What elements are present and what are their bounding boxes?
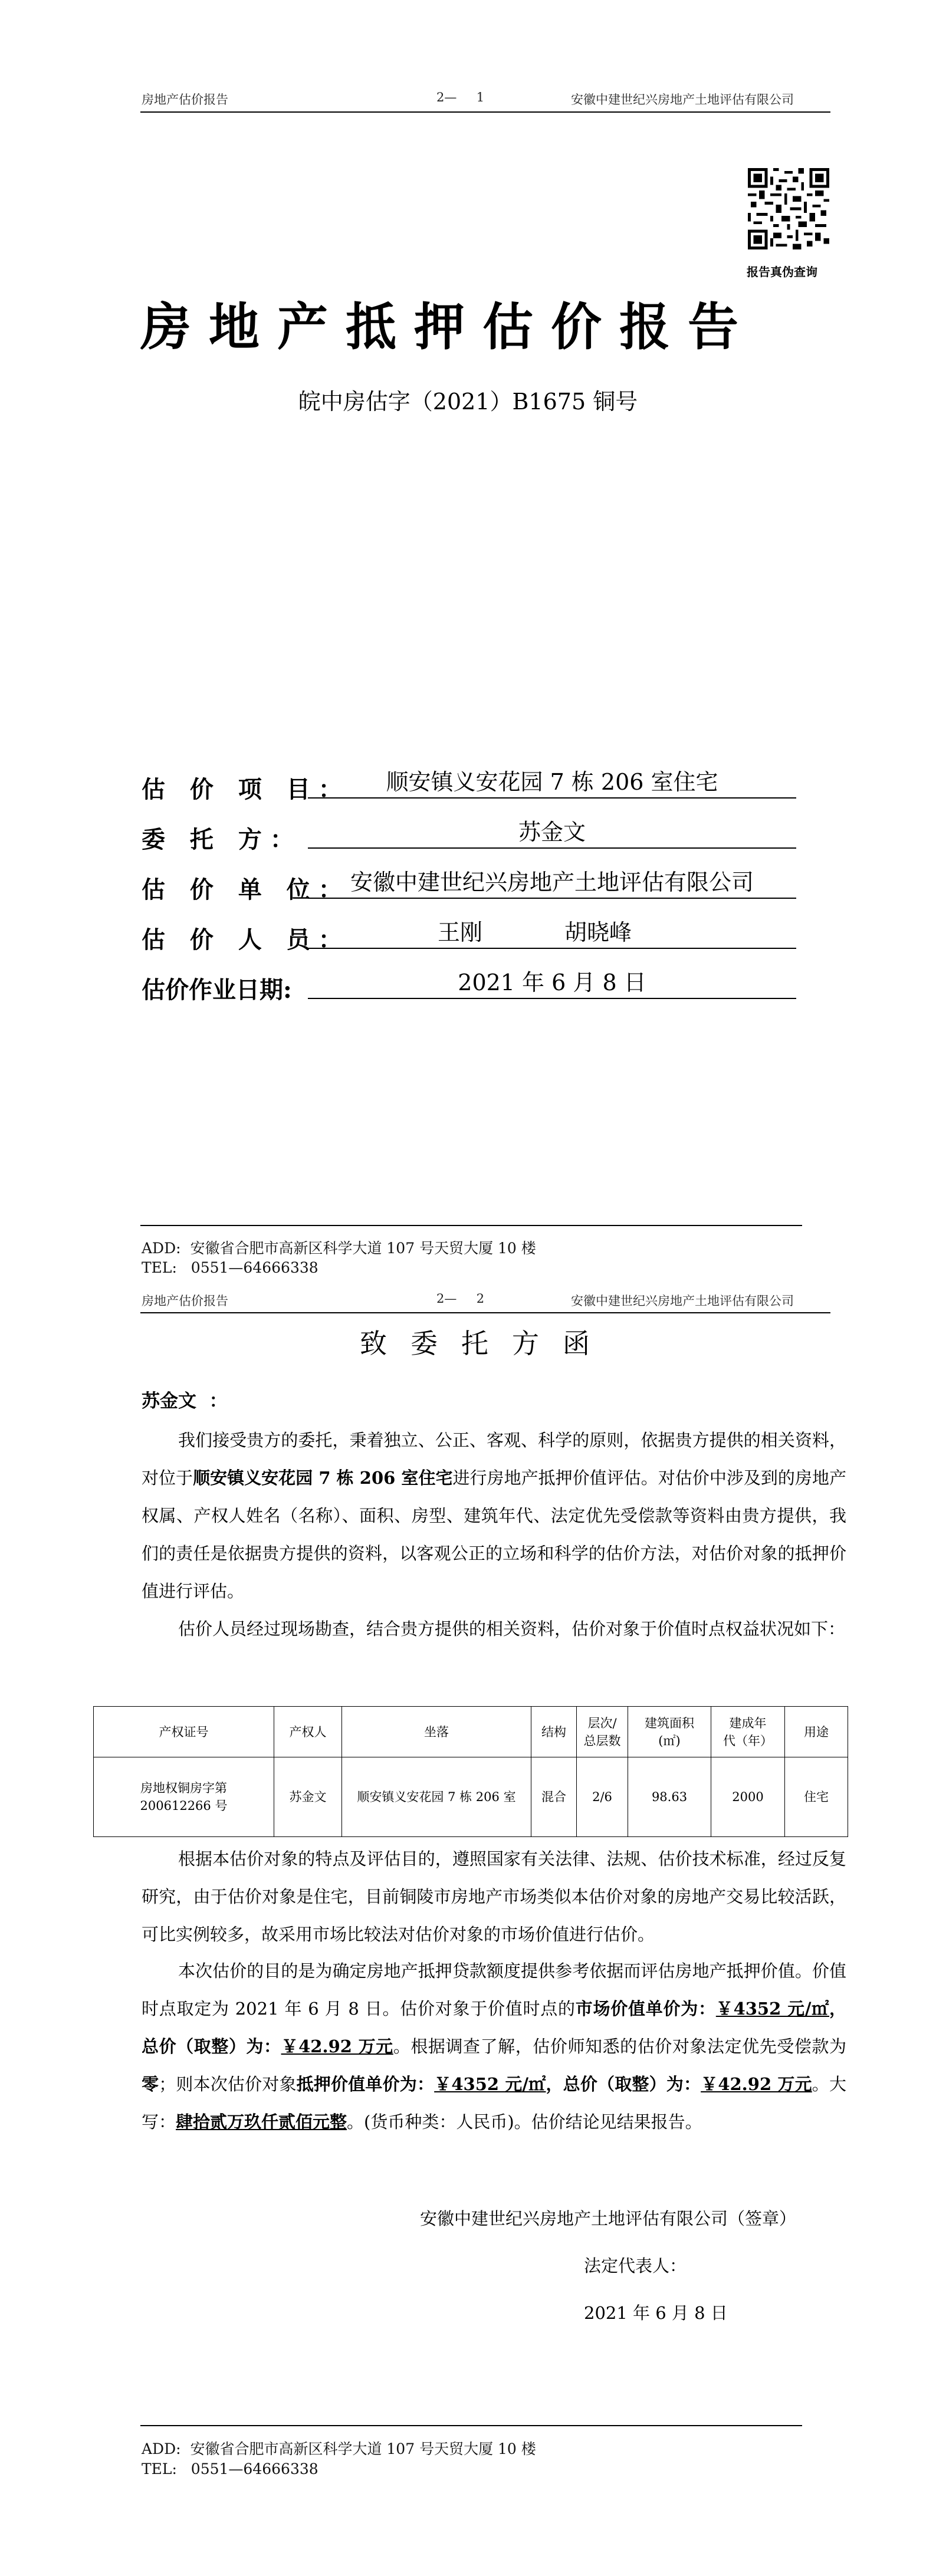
salutation: 苏金文 ： [142, 1391, 228, 1412]
page2-footer-rule [140, 2425, 802, 2426]
paragraph-4 [142, 1952, 846, 2141]
table-header-cell: 层次/ 总层数 [577, 1707, 628, 1757]
project-label: 估 价 项 目： [142, 776, 350, 803]
para4-text-o: 。(货币种类：人民币)。估价结论见结果报告。 [347, 2112, 702, 2132]
page2-header-left: 房地产估价报告 [142, 1294, 228, 1308]
para4-mortgage-total-label: ，总价（取整）为： [546, 2074, 701, 2094]
amount-in-words: 肆拾贰万玖仟贰佰元整 [176, 2112, 347, 2132]
para1-text-c: 进行房地产抵押价值评估。对估价中涉及到的房地产权属、产权人姓名（名称）、面积、房型、建筑年代、法定优先受偿款等资料由贵方提供，我们的责任是依据贵方提供的资料，以客观公正的立场和科学的估价方法，对估价对象的抵押价值进行评估。 [142, 1468, 846, 1601]
report-title: 房地产抵押估价报告 [140, 297, 756, 357]
staff-value [308, 917, 796, 949]
paragraph-2: 估价人员经过现场勘查，结合贵方提供的相关资料，估价对象于价值时点权益状况如下： [178, 1619, 846, 1639]
para4-total-label: ，总价（取整）为： [142, 1999, 846, 2056]
para4-text-a: 本次估价的目的是为确定房地产抵押贷款额度提供参考依据而评估房地产抵押价值。价值时点取定为 2021 年 6 月 8 日。估价对象于价值时点的 [142, 1961, 846, 2019]
org-value: 安徽中建世纪兴房地产土地评估有限公司 [308, 867, 796, 899]
page2-footer-address: ADD: 安徽省合肥市高新区科学大道 107 号天贸大厦 10 楼 [142, 2440, 536, 2457]
staff-label: 估 价 人 员： [142, 926, 350, 954]
project-value: 顺安镇义安花园 7 栋 206 室住宅 [308, 767, 796, 799]
date-value: 2021 年 6 月 8 日 [308, 967, 796, 999]
mortgage-unit-price: ￥4352 元/㎡ [434, 2074, 546, 2094]
qr-code[interactable] [748, 168, 829, 252]
org-label: 估 价 单 位： [142, 876, 350, 903]
client-label: 委 托 方： [142, 826, 302, 853]
table-row [94, 1757, 848, 1837]
mortgage-total-price: ￥42.92 万元 [701, 2074, 812, 2094]
market-unit-price: ￥4352 元/㎡ [715, 1999, 829, 2019]
table-cell: 2000 [711, 1757, 785, 1837]
page1-footer-rule [140, 1225, 802, 1226]
page1-header-rule [140, 111, 830, 113]
table-header-row [94, 1707, 848, 1757]
priority-claim-value: 零 [142, 2074, 159, 2094]
para4-text-f: 。根据调查了解，估价师知悉的估价对象法定优先受偿款为 [393, 2036, 846, 2056]
table-cell: 2/6 [577, 1757, 628, 1837]
letter-title: 致委托方函 [360, 1328, 613, 1359]
para4-text-m: 。大写： [142, 2074, 846, 2132]
page1-header-page-number: 2— 1 [436, 90, 485, 104]
signature-representative: 法定代表人： [584, 2256, 687, 2276]
para4-mortgage-label: 抵押价值单价为： [296, 2074, 435, 2094]
para4-text-h: ；则本次估价对象 [159, 2074, 297, 2094]
staff-name-1: 王刚 [438, 919, 483, 945]
para1-address: 顺安镇义安花园 7 栋 206 室住宅 [193, 1468, 453, 1488]
property-table [93, 1706, 848, 1837]
market-total-price: ￥42.92 万元 [281, 2036, 393, 2056]
table-cell: 混合 [531, 1757, 577, 1837]
table-header-cell: 用途 [785, 1707, 848, 1757]
table-header-cell: 坐落 [342, 1707, 531, 1757]
table-header-cell: 产权人 [274, 1707, 342, 1757]
page1-header-right: 安徽中建世纪兴房地产土地评估有限公司 [571, 93, 794, 107]
table-header-cell: 产权证号 [94, 1707, 274, 1757]
para4-market-label: 市场价值单价为： [575, 1999, 716, 2019]
paragraph-3: 根据本估价对象的特点及评估目的，遵照国家有关法律、法规、估价技术标准，经过反复研究，由于估价对象是住宅，目前铜陵市房地产市场类似本估价对象的房地产交易比较活跃，可比实例较多，故采用市场比较法对估价对象的市场价值进行估价。 [142, 1849, 846, 1944]
paragraph-1 [142, 1421, 846, 1610]
report-number: 皖中房估字（2021）B1675 铜号 [298, 389, 638, 415]
table-header-cell: 结构 [531, 1707, 577, 1757]
page1-header-left: 房地产估价报告 [142, 93, 228, 107]
property-table-wrapper [93, 1706, 848, 1837]
table-cell: 住宅 [785, 1757, 848, 1837]
table-header-cell: 建筑面积 (㎡) [628, 1707, 711, 1757]
page2-header-page-number: 2— 2 [436, 1292, 485, 1306]
para1-text-a: 我们接受贵方的委托，秉着独立、公正、客观、科学的原则，依据贵方提供的相关资料，对位于 [142, 1430, 846, 1488]
page1-footer-address: ADD: 安徽省合肥市高新区科学大道 107 号天贸大厦 10 楼 [142, 1240, 536, 1257]
signature-company: 安徽中建世纪兴房地产土地评估有限公司（签章） [420, 2209, 797, 2229]
page2-header-rule [140, 1312, 830, 1313]
date-label: 估价作业日期: [142, 976, 292, 1004]
table-cell: 顺安镇义安花园 7 栋 206 室 [342, 1757, 531, 1837]
page2-footer-phone: TEL: 0551—64666338 [142, 2460, 318, 2478]
page1-footer-phone: TEL: 0551—64666338 [142, 1259, 318, 1276]
qr-caption: 报告真伪查询 [747, 265, 817, 279]
staff-name-2: 胡晓峰 [564, 919, 632, 945]
table-header-cell: 建成年 代（年） [711, 1707, 785, 1757]
table-cell: 房地权铜房字第 200612266 号 [94, 1757, 274, 1837]
table-cell: 苏金文 [274, 1757, 342, 1837]
table-cell: 98.63 [628, 1757, 711, 1837]
client-value: 苏金文 [308, 817, 796, 849]
signature-date: 2021 年 6 月 8 日 [584, 2303, 728, 2323]
page2-header-right: 安徽中建世纪兴房地产土地评估有限公司 [571, 1294, 794, 1308]
